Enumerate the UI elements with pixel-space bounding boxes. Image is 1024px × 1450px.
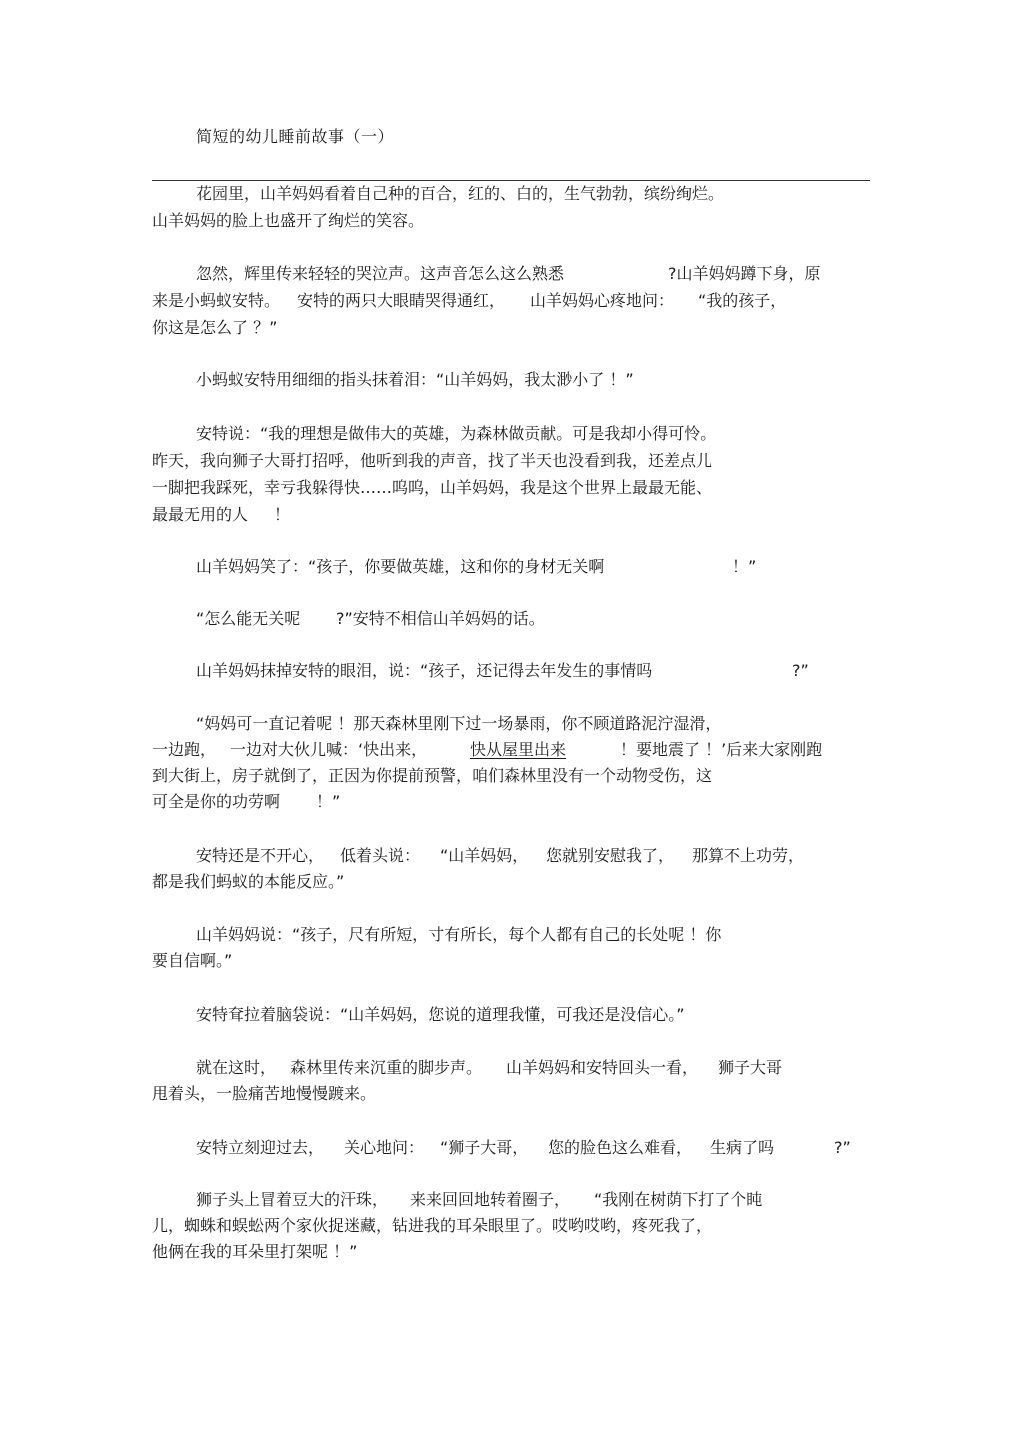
paragraph-line: 来来回回地转着圈子， <box>410 1190 571 1209</box>
paragraph-line: “我的孩子， <box>698 291 787 310</box>
paragraph-line: “妈妈可一直记着呢 ！那天森林里刚下过一场暴雨，你不顾道路泥泞湿滑， <box>196 714 722 733</box>
paragraph-line: 山羊妈妈心疼地问： <box>530 291 675 310</box>
paragraph-line: 最最无用的人 <box>152 505 249 524</box>
paragraph-line: ?” <box>792 661 809 680</box>
paragraph-line: 甩着头，一脸痛苦地慢慢踱来。 <box>152 1084 377 1103</box>
paragraph-line: 小蚂蚁安特用细细的指头抹着泪：“山羊妈妈，我太渺小了 ！” <box>196 370 634 389</box>
title-divider <box>152 180 870 181</box>
paragraph-line: 花园里，山羊妈妈看着自己种的百合，红的、白的，生气勃勃，缤纷绚烂。 <box>196 184 725 203</box>
paragraph-line: 到大街上，房子就倒了，正因为你提前预警，咱们森林里没有一个动物受伤，这 <box>152 766 713 785</box>
paragraph-line: “山羊妈妈， <box>440 846 529 865</box>
paragraph-line: 生病了吗 <box>710 1138 775 1157</box>
paragraph-line: 山羊妈妈和安特回头一看， <box>506 1058 699 1077</box>
paragraph-line: 山羊妈妈的脸上也盛开了绚烂的笑容。 <box>152 211 425 230</box>
paragraph-line: 一边跑， <box>152 740 217 759</box>
paragraph-line: 安特耷拉着脑袋说：“山羊妈妈，您说的道理我懂，可我还是没信心。” <box>196 1005 685 1024</box>
paragraph-line: “怎么能无关呢 <box>196 609 301 628</box>
paragraph-line: 你这是怎么了 ？” <box>152 318 278 337</box>
paragraph-line: 就在这时， <box>196 1058 277 1077</box>
paragraph-line: 他俩在我的耳朵里打架呢 ！” <box>152 1242 358 1261</box>
paragraph-line: 安特说：“我的理想是做伟大的英雄，为森林做贡献。可是我却小得可怜。 <box>196 424 717 443</box>
paragraph-line: 那算不上功劳， <box>692 846 805 865</box>
paragraph-line: ！要地震了 ！’后来大家刚跑 <box>620 740 823 759</box>
paragraph-line: ?”安特不相信山羊妈妈的话。 <box>336 609 545 628</box>
paragraph-line: 安特的两只大眼睛哭得通红， <box>297 291 506 310</box>
paragraph-line: 可全是你的功劳啊 <box>152 792 281 811</box>
paragraph-line: ！” <box>316 792 341 811</box>
paragraph-line: “我刚在树荫下打了个盹 <box>594 1190 763 1209</box>
document-title: 简短的幼儿睡前故事（一） <box>196 127 395 146</box>
paragraph-line: 一边对大伙儿喊：‘快出来， <box>230 740 428 759</box>
paragraph-line: 您的脸色这么难看， <box>548 1138 693 1157</box>
paragraph-line: 您就别安慰我了， <box>546 846 675 865</box>
paragraph-line: 狮子大哥 <box>718 1058 783 1077</box>
paragraph-line: 低着头说： <box>340 846 421 865</box>
paragraph-line: ?” <box>834 1138 851 1157</box>
paragraph-line: 山羊妈妈说：“孩子，尺有所短，寸有所长，每个人都有自己的长处呢 ！你 <box>196 925 722 944</box>
paragraph-line: 都是我们蚂蚁的本能反应。” <box>152 872 345 891</box>
paragraph-line: 安特立刻迎过去， <box>196 1138 325 1157</box>
paragraph-line: ?山羊妈妈蹲下身，原 <box>668 264 821 283</box>
paragraph-line: 昨天，我向狮子大哥打招呼，他听到我的声音，找了半天也没看到我，还差点儿 <box>152 451 713 470</box>
paragraph-line: “狮子大哥， <box>440 1138 529 1157</box>
paragraph-line: 忽然，辉里传来轻轻的哭泣声。这声音怎么这么熟悉 <box>196 264 565 283</box>
paragraph-line: 儿，蜘蛛和蜈蚣两个家伙捉迷藏，钻进我的耳朵眼里了。哎哟哎哟，疼死我了， <box>152 1216 713 1235</box>
paragraph-line: ！” <box>732 557 757 576</box>
paragraph-line: 森林里传来沉重的脚步声。 <box>290 1058 483 1077</box>
paragraph-line: 一脚把我踩死，幸亏我躲得快……呜呜，山羊妈妈，我是这个世界上最最无能、 <box>152 478 713 497</box>
paragraph-line: ！ <box>274 505 291 524</box>
paragraph-line: 要自信啊。” <box>152 951 233 970</box>
paragraph-line: 关心地问： <box>344 1138 425 1157</box>
paragraph-line: 来是小蚂蚁安特。 <box>152 291 281 310</box>
paragraph-line: 狮子头上冒着豆大的汗珠， <box>196 1190 389 1209</box>
paragraph-line: 山羊妈妈笑了：“孩子，你要做英雄，这和你的身材无关啊 <box>196 557 605 576</box>
paragraph-line: 快从屋里出来 <box>470 740 567 759</box>
paragraph-line: 安特还是不开心， <box>196 846 325 865</box>
paragraph-line: 山羊妈妈抹掉安特的眼泪，说：“孩子，还记得去年发生的事情吗 <box>196 661 653 680</box>
